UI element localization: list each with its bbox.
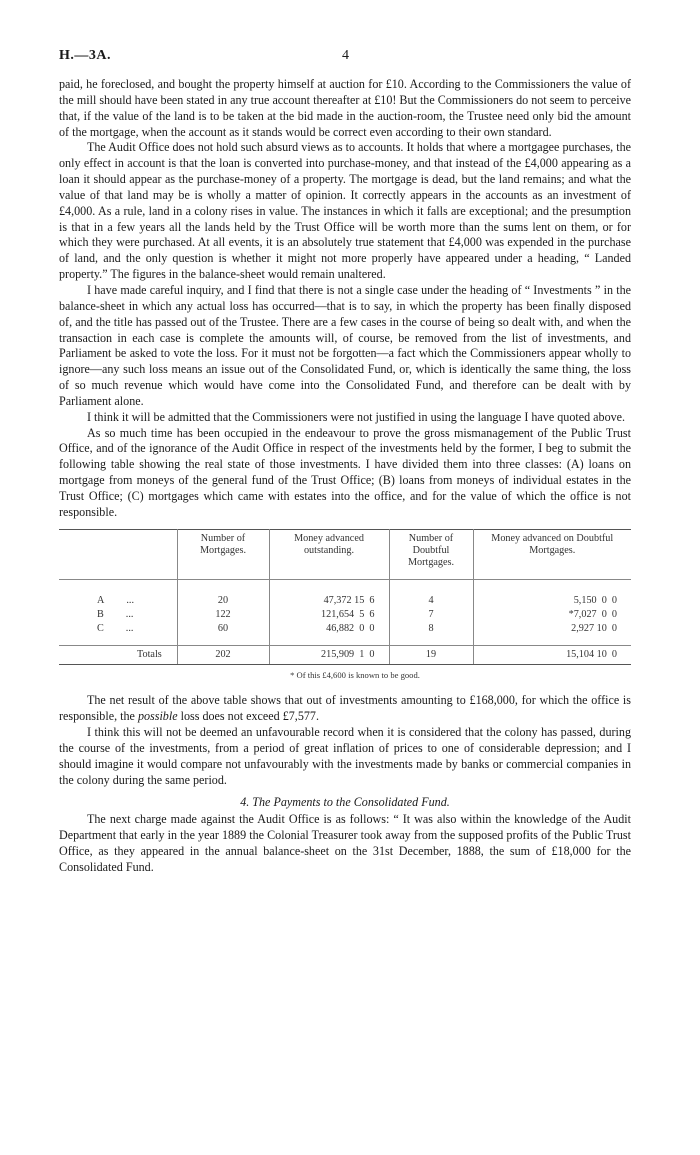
paragraph: paid, he foreclosed, and bought the property himself at auction for £10. According to the Commissioners the value of the mill should have been stated in any true account thereafter at £10! But the Commissioners do not seem to perceive that, if the value of the land is to be taken at the bid made in the auction-room, the Trustee need only bid the amount of the mortgage, when the account as it stands would be correct even according to their own standard. <box>59 77 631 139</box>
row-label: A ... <box>97 594 134 606</box>
paragraph: I have made careful inquiry, and I find that there is not a single case under the heading of “ Investments ” in the balance-sheet in which any actual loss has occurred—that is to say, in which the property has been finally disposed of, and the title has passed out of the Trustee. There are a few cases in the course of being so dealt with, and when the transaction in each case is complete the amounts will, of course, be removed from the list of investments, and Parliament be asked to vote the loss. For it must not be forgotten—a fact which the Commissioners appear wholly to ignore—any such loss means an issue out of the Consolidated Fund, or, which is identically the same thing, the loss of so much revenue which would have come into the Consolidated Fund, and therefore can be dealt with by Parliament alone. <box>59 282 631 408</box>
paragraph: As so much time has been occupied in the endeavour to prove the gross mismanagement of the Public Trust Office, and of the ignorance of the Audit Office in respect of the investments held by the former, I beg to submit the following table showing the real state of those investments. I have divided them into three classes: (A) loans on mortgage from moneys of the general fund of the Trust Office; (B) loans from moneys of individual estates in the Trust Office; (C) mortgages which came with estates into the office, and for the value of which the office is not responsible. <box>59 425 631 519</box>
paragraph: I think this will not be deemed an unfavourable record when it is considered that the colony has passed, during the course of the investments, from a period of great inflation of prices to one of considerable depression; and I should imagine it would compare not unfavourably with the investments made by banks or commercial companies in the colony during the same period. <box>59 725 631 787</box>
cell-mortgages: 122 <box>177 608 269 622</box>
table-header-class <box>59 529 177 579</box>
table-row <box>59 622 631 646</box>
cell-doubtful: 4 <box>389 594 473 608</box>
cell-doubtful-advanced: *7,027 0 0 <box>473 608 631 622</box>
investments-table <box>59 529 631 665</box>
cell-advanced: 46,882 0 0 <box>269 622 389 646</box>
totals-label: Totals <box>59 645 177 664</box>
paragraph: The net result of the above table shows that out of investments amounting to £168,000, for which the office is responsible, the possible loss does not exceed £7,577. <box>59 693 631 724</box>
emphasis: possible <box>137 709 178 724</box>
table-row <box>59 608 631 622</box>
table-header: Number of Mortgages. <box>177 529 269 579</box>
paragraph: The next charge made against the Audit Office is as follows: “ It was also within the knowledge of the Audit Department that early in the year 1889 the Colonial Treasurer took away from the supposed profits of the Public Trust Office, as they appeared in the annual balance-sheet on the 31st December, 1888, the sum of £18,000 for the Consolidated Fund. <box>59 812 631 874</box>
table-header-row <box>59 529 631 579</box>
cell-mortgages: 60 <box>177 622 269 646</box>
paragraph: The Audit Office does not hold such absurd views as to accounts. It holds that where a mortgagee purchases, the only effect in account is that the loan is converted into purchase-money, and that instead of the £4,000 appearing as a loan it should appear as the purchase-money of a property. The mortgage is dead, but the land remains; and what the value of that land may be is wholly a matter of opinion. It correctly appears in the accounts as an investment of £4,000. As a rule, land in a colony rises in value. The instances in which it falls are exceptional; and the presumption is that in a few years all the lands held by the Trust Office will be worth more than the sums lent on them, or for which they were purchased. At all events, it is an absolutely true statement that £4,000 was expended in the purchase of land, and the only question is whether it might not more properly have appeared under a heading, “ Landed property.” The figures in the balance-sheet would remain unaltered. <box>59 140 631 282</box>
total-advanced: 215,909 1 0 <box>269 645 389 664</box>
body-text-continued <box>59 693 631 875</box>
document-reference: H.—3A. <box>59 48 111 63</box>
total-mortgages: 202 <box>177 645 269 664</box>
cell-doubtful: 7 <box>389 608 473 622</box>
cell-advanced: 121,654 5 6 <box>269 608 389 622</box>
table-header: Number of Doubtful Mortgages. <box>389 529 473 579</box>
cell-mortgages: 20 <box>177 594 269 608</box>
section-heading: 4. The Payments to the Consolidated Fund. <box>240 794 450 809</box>
table-row <box>59 594 631 608</box>
paragraph: I think it will be admitted that the Commissioners were not justified in using the language I have quoted above. <box>87 409 626 424</box>
page-number: 4 <box>342 48 349 63</box>
cell-doubtful: 8 <box>389 622 473 646</box>
document-page <box>59 48 631 876</box>
table-header: Money advanced on Doubtful Mortgages. <box>473 529 631 579</box>
cell-advanced: 47,372 15 6 <box>269 594 389 608</box>
row-label: B ... <box>97 608 134 620</box>
totals-row <box>59 645 631 664</box>
row-label: C ... <box>97 622 134 634</box>
table-footnote: * Of this £4,600 is known to be good. <box>290 669 420 680</box>
cell-doubtful-advanced: 2,927 10 0 <box>473 622 631 646</box>
cell-doubtful-advanced: 5,150 0 0 <box>473 594 631 608</box>
table-header: Money advanced outstanding. <box>269 529 389 579</box>
body-text <box>59 77 631 876</box>
page-header <box>59 48 631 68</box>
total-doubtful: 19 <box>389 645 473 664</box>
total-doubtful-advanced: 15,104 10 0 <box>473 645 631 664</box>
investments-table-wrap <box>59 529 631 684</box>
